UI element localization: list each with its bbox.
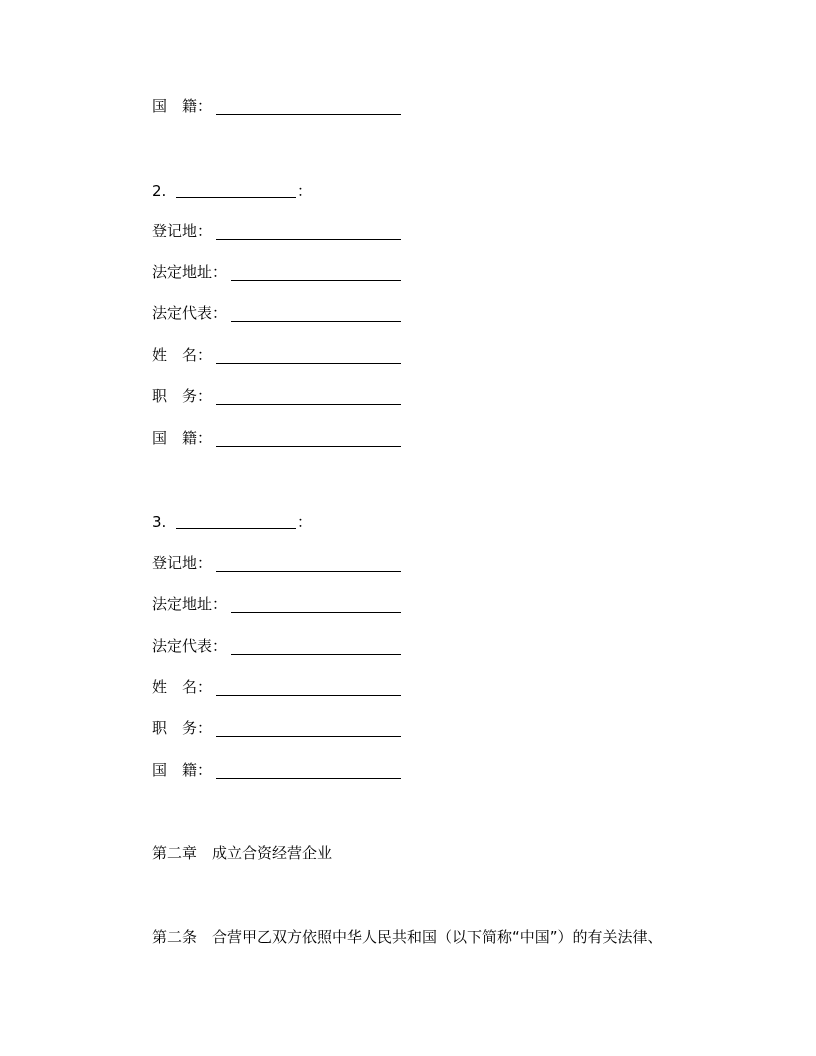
nationality-label-3: 国 籍： bbox=[152, 761, 213, 779]
name-blank-2[interactable] bbox=[216, 363, 401, 364]
position-blank-3[interactable] bbox=[216, 736, 401, 737]
party3-colon: ： bbox=[297, 513, 313, 531]
legal-address-label-2: 法定地址： bbox=[152, 263, 228, 281]
reg-place-blank-3[interactable] bbox=[216, 571, 401, 572]
nationality-blank-3[interactable] bbox=[216, 778, 401, 779]
position-label-2: 职 务： bbox=[152, 387, 213, 405]
article-2-text: 第二条 合营甲乙双方依照中华人民共和国（以下简称“中国”）的有关法律、 bbox=[152, 928, 663, 946]
name-label-3: 姓 名： bbox=[152, 678, 213, 696]
name-label-2: 姓 名： bbox=[152, 346, 213, 364]
party2-name-blank[interactable] bbox=[176, 197, 296, 198]
name-blank-3[interactable] bbox=[216, 695, 401, 696]
nationality-blank-2[interactable] bbox=[216, 446, 401, 447]
party2-number: 2. bbox=[152, 182, 167, 200]
legal-address-blank-3[interactable] bbox=[231, 612, 401, 613]
legal-rep-label-3: 法定代表： bbox=[152, 637, 228, 655]
party3-number: 3. bbox=[152, 513, 167, 531]
nationality-label-2: 国 籍： bbox=[152, 429, 213, 447]
nationality-label-1: 国 籍： bbox=[152, 97, 213, 115]
party2-colon: ： bbox=[297, 182, 313, 200]
position-label-3: 职 务： bbox=[152, 719, 213, 737]
legal-rep-label-2: 法定代表： bbox=[152, 304, 228, 322]
legal-address-blank-2[interactable] bbox=[231, 280, 401, 281]
reg-place-blank-2[interactable] bbox=[216, 239, 401, 240]
legal-rep-blank-2[interactable] bbox=[231, 321, 401, 322]
reg-place-label-2: 登记地： bbox=[152, 222, 213, 240]
nationality-blank-1[interactable] bbox=[216, 114, 401, 115]
chapter-heading: 第二章 成立合资经营企业 bbox=[152, 844, 333, 862]
position-blank-2[interactable] bbox=[216, 404, 401, 405]
party3-name-blank[interactable] bbox=[176, 528, 296, 529]
legal-rep-blank-3[interactable] bbox=[231, 654, 401, 655]
legal-address-label-3: 法定地址： bbox=[152, 595, 228, 613]
reg-place-label-3: 登记地： bbox=[152, 554, 213, 572]
